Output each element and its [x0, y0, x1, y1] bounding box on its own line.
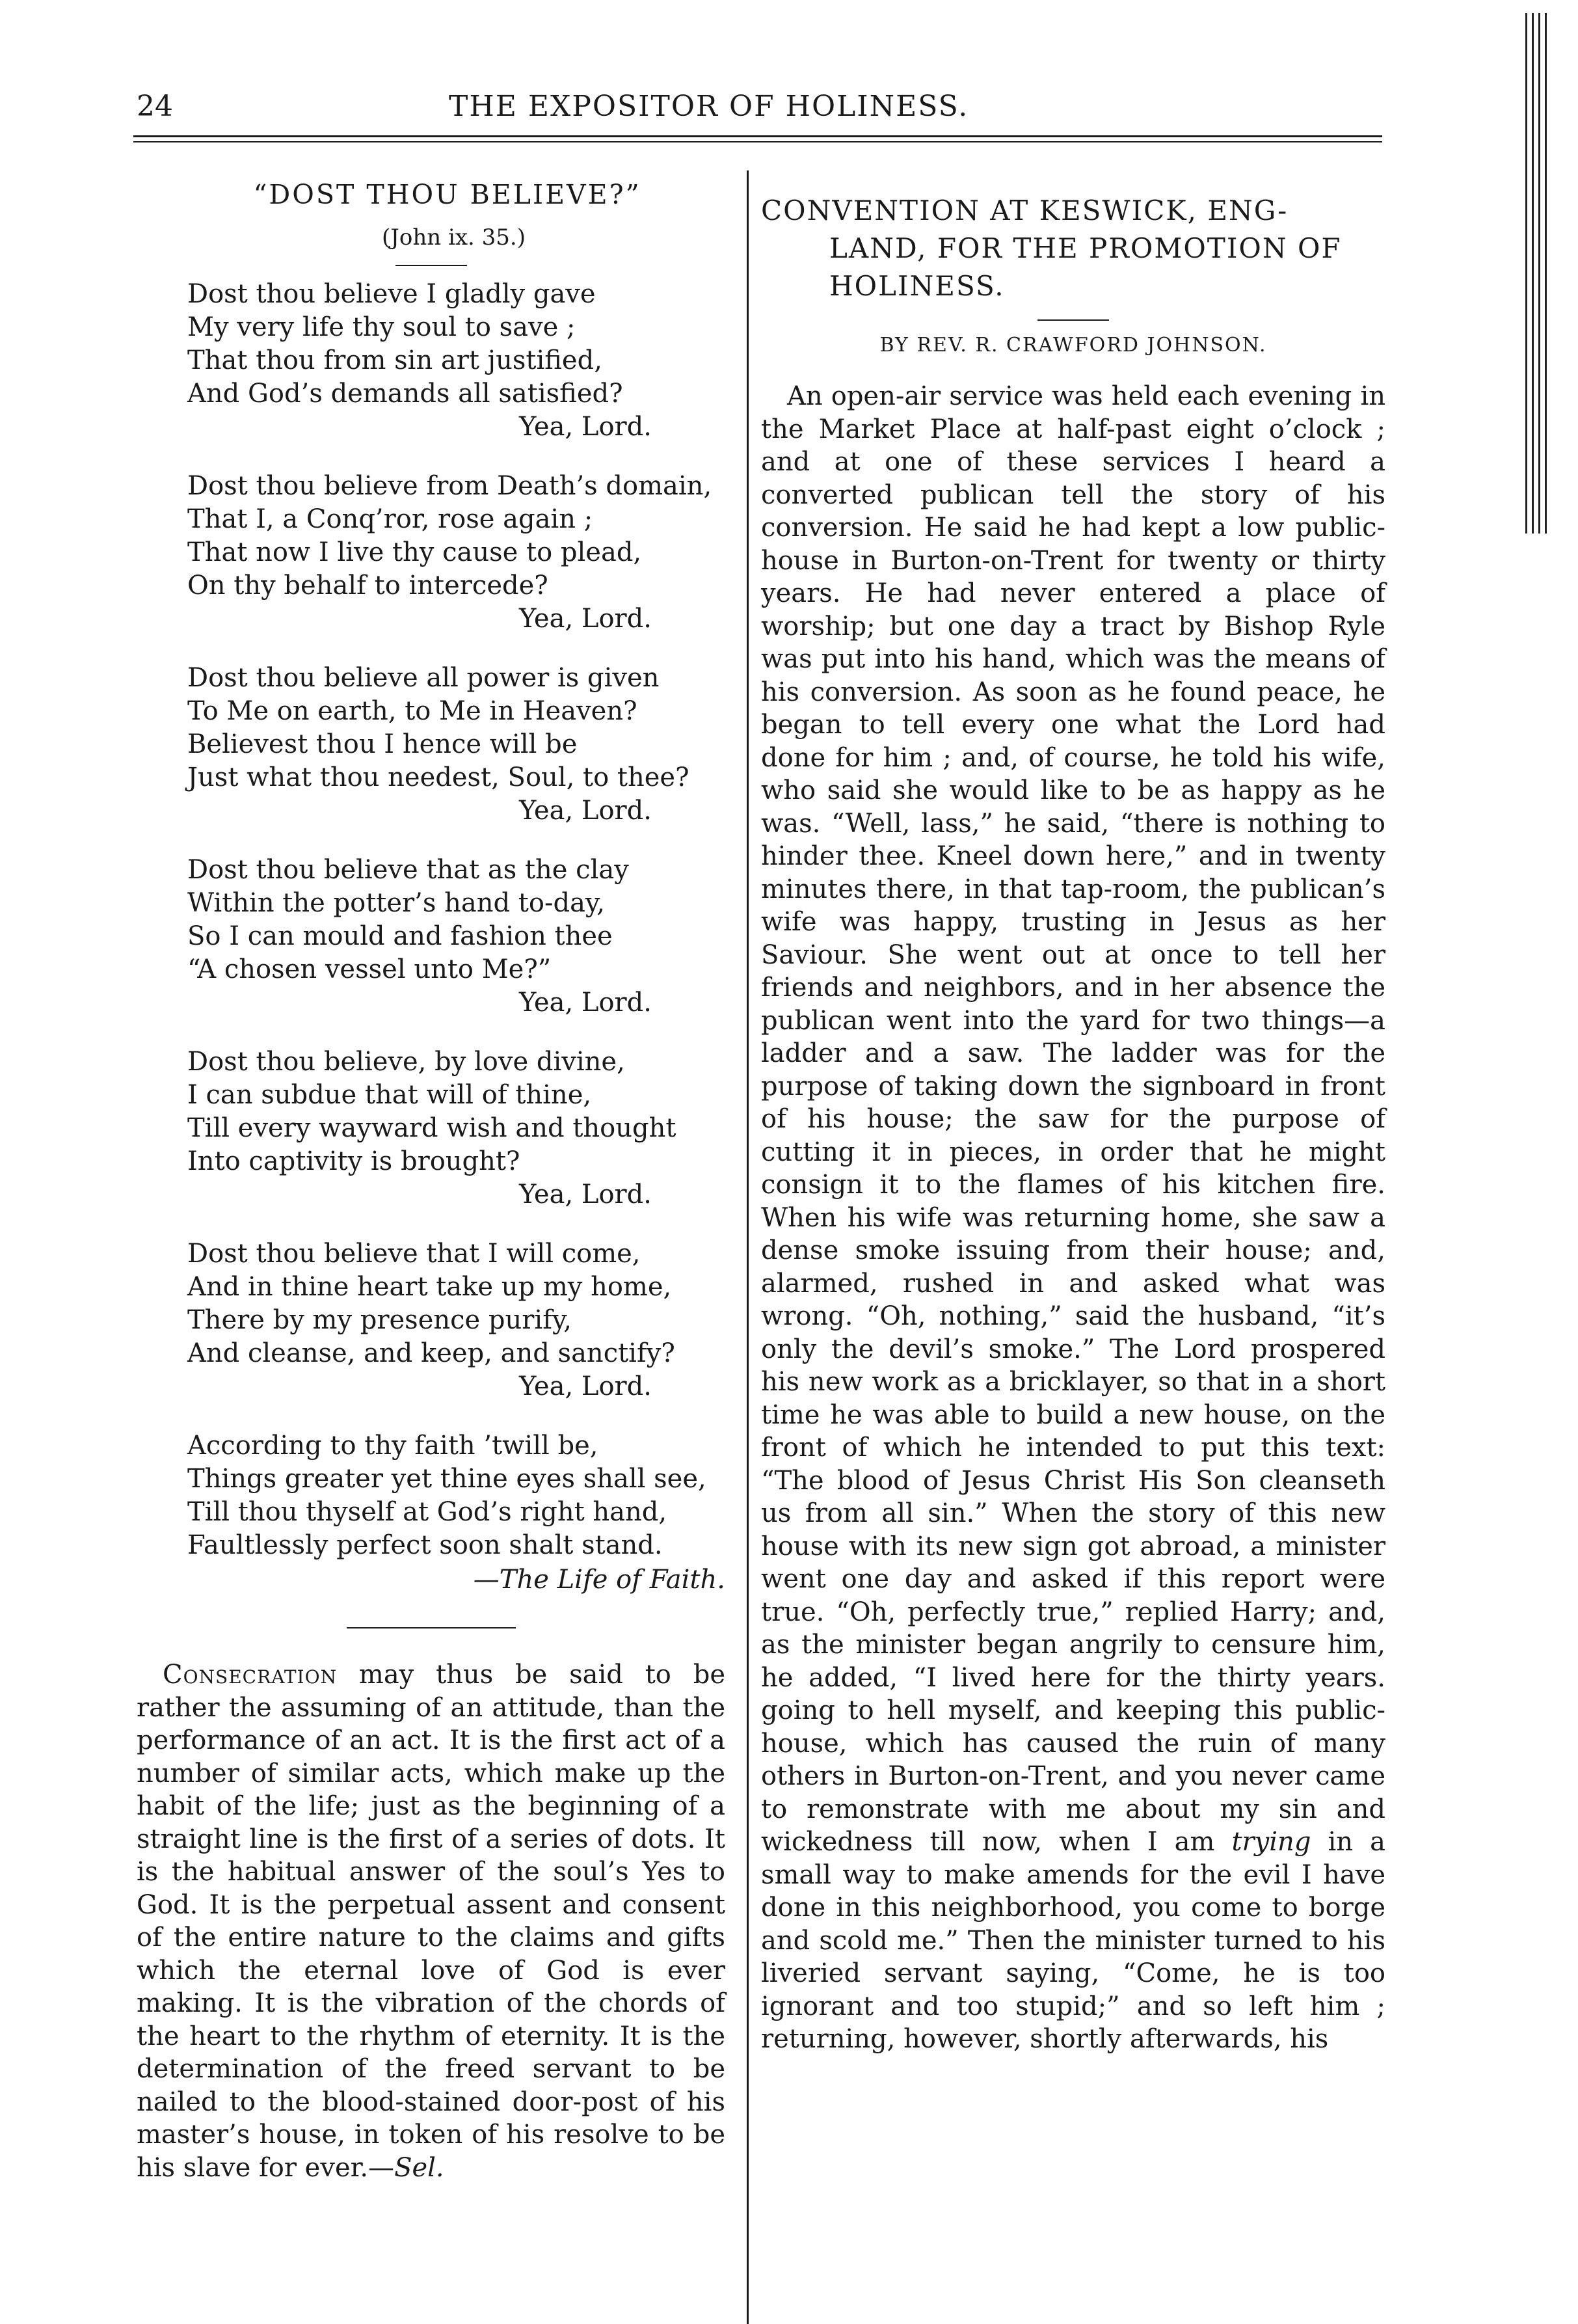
poem-line: Dost thou believe from Death’s domain, — [187, 471, 712, 501]
poem — [187, 278, 725, 1595]
poem-line: Dost thou believe I gladly gave — [187, 279, 596, 309]
poem-line: And God’s demands all satisfied? — [187, 379, 623, 409]
poem-line: And cleanse, and keep, and sanctify? — [187, 1338, 675, 1368]
poem-line: That I, a Conq’ror, rose again ; — [187, 504, 593, 534]
poem-line: That now I live thy cause to plead, — [187, 537, 642, 567]
poem-stanza — [187, 1237, 725, 1403]
poem-final-stanza — [187, 1429, 725, 1595]
poem-line: Till every wayward wish and thought — [187, 1113, 676, 1143]
poem-line: Within the potter’s hand to-day, — [187, 888, 605, 918]
article-body-emphasis: trying — [1231, 1827, 1311, 1857]
header-rule-secondary — [133, 141, 1382, 142]
poem-line: To Me on earth, to Me in Heaven? — [187, 696, 637, 726]
poem-line: Dost thou believe all power is given — [187, 663, 660, 693]
poem-response: Yea, Lord. — [519, 412, 652, 442]
right-column — [761, 179, 1385, 2056]
poem-stanza — [187, 854, 725, 1020]
article-title-line: CONVENTION AT KESWICK, ENG- — [761, 195, 1289, 226]
poem-line: Just what thou needest, Soul, to thee? — [187, 763, 689, 792]
poem-line: On thy behalf to intercede? — [187, 571, 548, 601]
article-title-line: LAND, FOR THE PROMOTION OF — [829, 232, 1342, 264]
consecration-lead: Consecration — [163, 1660, 338, 1690]
poem-line: Dost thou believe that as the clay — [187, 855, 629, 885]
article-title-line: HOLINESS. — [829, 270, 1005, 302]
article-byline: BY REV. R. CRAWFORD JOHNSON. — [879, 334, 1267, 357]
poem-line: Till thou thyself at God’s right hand, — [187, 1497, 667, 1527]
poem-response: Yea, Lord. — [519, 796, 652, 826]
poem-response: Yea, Lord. — [519, 1371, 652, 1401]
poem-title: “DOST THOU BELIEVE?” — [253, 179, 641, 210]
consecration-text: may thus be said to be rather the assuming of an attitude, than the performance of an act. It is the first act of a number of similar acts, which make up the habit of the life; just as the beginning of a straight line is the first of a series of dots. It is the habitual answer of the soul’s Yes to God. It is the perpetual assent and consent of the entire nature to the claims and gifts which the eternal love of God is ever making. It is the vibration of the chords of the heart to the rhythm of eternity. It is the determination of the freed servant to be nailed to the blood-stained door-post of his master’s house, in token of his resolve to be his slave for ever.— — [137, 1660, 725, 2183]
header-rule — [133, 135, 1382, 137]
poem-title-rule — [395, 265, 467, 266]
poem-line: “A chosen vessel unto Me?” — [187, 954, 552, 984]
poem-line: That thou from sin art justified, — [187, 345, 602, 375]
poem-stanza — [187, 1046, 725, 1211]
poem-line: Dost thou believe, by love divine, — [187, 1047, 625, 1077]
article-body — [761, 380, 1385, 2056]
consecration-source: Sel. — [394, 2152, 444, 2183]
article-title — [761, 192, 1385, 305]
poem-line: Things greater yet thine eyes shall see, — [187, 1464, 706, 1494]
poem-line: Believest thou I hence will be — [187, 729, 578, 759]
poem-response: Yea, Lord. — [519, 1180, 652, 1209]
poem-attribution: —The Life of Faith. — [473, 1565, 725, 1595]
running-head: THE EXPOSITOR OF HOLINESS. — [449, 90, 969, 123]
left-column — [137, 179, 725, 2184]
poem-line: Into captivity is brought? — [187, 1146, 520, 1176]
poem-reference: (John ix. 35.) — [382, 224, 526, 250]
section-rule — [347, 1627, 516, 1628]
page-number: 24 — [137, 90, 173, 123]
poem-line: According to thy faith ’twill be, — [187, 1431, 598, 1461]
column-divider — [747, 170, 749, 2324]
poem-line: And in thine heart take up my home, — [187, 1272, 672, 1302]
page-edge-lines — [1525, 13, 1551, 534]
poem-line: I can subdue that will of thine, — [187, 1080, 592, 1110]
poem-stanza — [187, 278, 725, 444]
consecration-paragraph — [137, 1658, 725, 2184]
poem-line: Faultlessly perfect soon shalt stand. — [187, 1530, 663, 1560]
article-body-text: An open-air service was held each evening in the Market Place at half-past eight o’clock ; and at one of these services I heard a converted publican tell the story of his conversion. He said he had kept a low public-house in Burton-on-Trent for twenty or thirty years. He had never entered a place of worship; but one day a tract by Bishop Ryle was put into his hand, which was the means of his conversion. As soon as he found peace, he began to tell every one what the Lord had done for him ; and, of course, he told his wife, who said she would like to be as happy as he was. “Well, lass,” he said, “there is nothing to hinder thee. Kneel down here,” and in twenty minutes there, in that tap-room, the publican’s wife was happy, trusting in Jesus as her Saviour. She went out at once to tell her friends and neighbors, and in her absence the publican went into the yard for two things—a ladder and a saw. The ladder was for the purpose of taking down the signboard in front of his house; the saw for the purpose of cutting it in pieces, in order that he might consign it to the flames of his kitchen fire. When his wife was returning home, she saw a dense smoke issuing from their house; and, alarmed, rushed in and asked what was wrong. “Oh, nothing,” said the husband, “it’s only the devil’s smoke.” The Lord prospered his new work as a bricklayer, so that in a short time he was able to build a new house, on the front of which he intended to put this text: “The blood of Jesus Christ His Son cleanseth us from all sin.” When the story of this new house with its new sign got abroad, a minister went one day and asked if this report were true. “Oh, perfectly true,” replied Harry; and, as the minister began angrily to censure him, he added, “I lived here for the thirty years. going to hell myself, and keeping this public-house, which has caused the ruin of many others in Burton-on-Trent, and you never came to remonstrate with me about my sin and wickedness till now, when I am — [761, 381, 1385, 1857]
poem-line: Dost thou believe that I will come, — [187, 1239, 641, 1269]
poem-line: There by my presence purify, — [187, 1305, 572, 1335]
poem-stanza — [187, 662, 725, 828]
poem-response: Yea, Lord. — [519, 604, 652, 634]
article-title-rule — [1037, 319, 1109, 321]
article-body-text: in a small way to make amends for the evil I have done in this neighborhood, you come to borge and scold me.” Then the minister turned to his liveried servant saying, “Come, he is too ignorant and too stupid;” and so left him ; returning, however, shortly afterwards, his — [761, 1827, 1385, 2054]
poem-line: My very life thy soul to save ; — [187, 312, 576, 342]
poem-line: So I can mould and fashion thee — [187, 921, 613, 951]
poem-response: Yea, Lord. — [519, 988, 652, 1018]
poem-stanza — [187, 470, 725, 636]
